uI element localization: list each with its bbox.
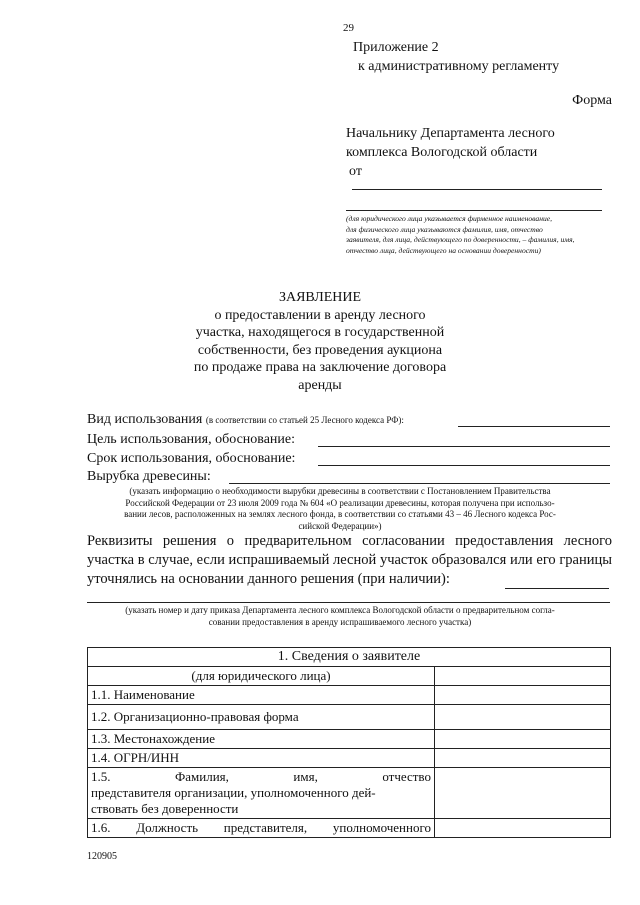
table-row [88, 749, 611, 768]
from-line-1[interactable] [352, 189, 602, 190]
row-legal-form-value[interactable] [435, 705, 611, 730]
requisites-hint-line2: совании предоставления в аренду испрашиваемого лесного участка) [208, 617, 472, 627]
footer-code: 120905 [87, 851, 117, 862]
table-row [88, 768, 611, 819]
title-line4: по продаже права на заключение договора [193, 360, 447, 375]
addressee-from: от [349, 164, 362, 179]
felling-input-line[interactable] [229, 483, 610, 484]
felling-field [87, 469, 211, 485]
table-row [88, 730, 611, 749]
title-line3: собственности, без проведения аукциона [197, 342, 443, 358]
applicant-info-table [87, 647, 611, 838]
purpose-input-line[interactable] [318, 446, 610, 447]
row6-part2: Должность [136, 820, 199, 835]
table-row [88, 819, 611, 838]
appendix-line2: к административному регламенту [358, 59, 560, 74]
requisites-hint [70, 604, 610, 628]
addressee-block [346, 124, 555, 181]
row-name-value[interactable] [435, 686, 611, 705]
addressee-note-line2: для физического лица указываются фамилия, имя, отчество [346, 224, 543, 234]
felling-hint-line3: вании лесов, расположенных на землях лесного фонда, в соответствии со статьями 43 – 46 Лесного кодекса Рос- [124, 509, 556, 519]
title-heading: ЗАЯВЛЕНИЕ [278, 290, 362, 305]
row6-part4: уполномоченного [332, 820, 431, 835]
felling-hint-line1: (указать информацию о необходимости вырубки древесины в соответствии с Постановлением Правительства [129, 486, 551, 496]
felling-label: Вырубка древесины: [87, 469, 211, 484]
requisites-input-line-1[interactable] [505, 588, 609, 589]
row5-part2: Фамилия, [175, 769, 229, 784]
use-type-note: (в соответствии со статьей 25 Лесного кодекса РФ): [205, 415, 404, 425]
row-ogrn-value[interactable] [435, 749, 611, 768]
row-location-value[interactable] [435, 730, 611, 749]
page-number: 29 [343, 22, 354, 34]
purpose-label: Цель использования, обоснование: [87, 432, 295, 447]
title-line5: аренды [298, 377, 342, 393]
requisites-input-line-2[interactable] [87, 602, 610, 603]
addressee-line2: комплекса Вологодской области [346, 145, 538, 160]
title-line2: участка, находящегося в государственной [195, 325, 445, 340]
felling-hint-line4: сийской Федерации») [298, 520, 382, 531]
term-input-line[interactable] [318, 465, 610, 466]
document-title [0, 289, 640, 394]
term-field [87, 451, 295, 467]
appendix-line1: Приложение 2 [353, 40, 439, 55]
term-label: Срок использования, обоснование: [87, 451, 296, 466]
row-position-label [88, 819, 435, 838]
purpose-field [87, 432, 295, 448]
addressee-note-line3: заявителя, для лица, действующего по доверенности, – фамилия, имя, [346, 235, 575, 244]
table-row [88, 686, 611, 705]
appendix-caption [353, 38, 559, 76]
row6-part1: 1.6. [91, 820, 111, 835]
row-representative-value[interactable] [435, 768, 611, 819]
row-position-value[interactable] [435, 819, 611, 838]
felling-hint [70, 486, 610, 532]
use-type-field [87, 412, 404, 428]
addressee-note-line4: отчество лица, действующего на основании доверенности) [346, 245, 541, 255]
table-subheader-value[interactable] [435, 667, 611, 686]
addressee-note-line1: (для юридического лица указывается фирменное наименование, [346, 214, 553, 223]
use-type-label: Вид использования [87, 412, 203, 427]
title-line1: о предоставлении в аренду лесного [214, 307, 426, 323]
row-location-label: 1.3. Местонахождение [88, 730, 435, 749]
use-type-input-line[interactable] [458, 426, 610, 427]
row-name-label: 1.1. Наименование [88, 686, 435, 705]
row5-line3: ствовать без доверенности [91, 801, 239, 816]
from-line-2[interactable] [346, 210, 602, 211]
requisites-hint-line1: (указать номер и дату приказа Департамента лесного комплекса Вологодской области о предварительном согла- [125, 605, 555, 615]
table-row [88, 705, 611, 730]
row-legal-form-label: 1.2. Организационно-правовая форма [88, 705, 435, 730]
table-header: 1. Сведения о заявителе [88, 648, 611, 667]
felling-hint-line2: Российской Федерации от 23 июля 2009 года № 604 «О реализации древесины, которая получена при использо- [125, 497, 555, 508]
table-subheader: (для юридического лица) [88, 667, 435, 686]
addressee-note [346, 214, 575, 256]
addressee-line1: Начальнику Департамента лесного [346, 126, 555, 141]
row-ogrn-label: 1.4. ОГРН/ИНН [88, 749, 435, 768]
row-representative-label [88, 768, 435, 819]
row5-part3: имя, [293, 769, 318, 784]
row6-part3: представителя, [223, 820, 308, 835]
row5-line2: представителя организации, уполномоченного дей- [91, 785, 376, 800]
row5-part4: отчество [382, 769, 431, 784]
form-label: Форма [572, 93, 612, 108]
requisites-text: Реквизиты решения о предварительном согласовании предоставления лесного участка в случае, если испрашиваемый лесной участок образовался или его границы уточнялись на основании данного решения (при наличии): [87, 533, 612, 587]
row5-part1: 1.5. [91, 769, 111, 784]
